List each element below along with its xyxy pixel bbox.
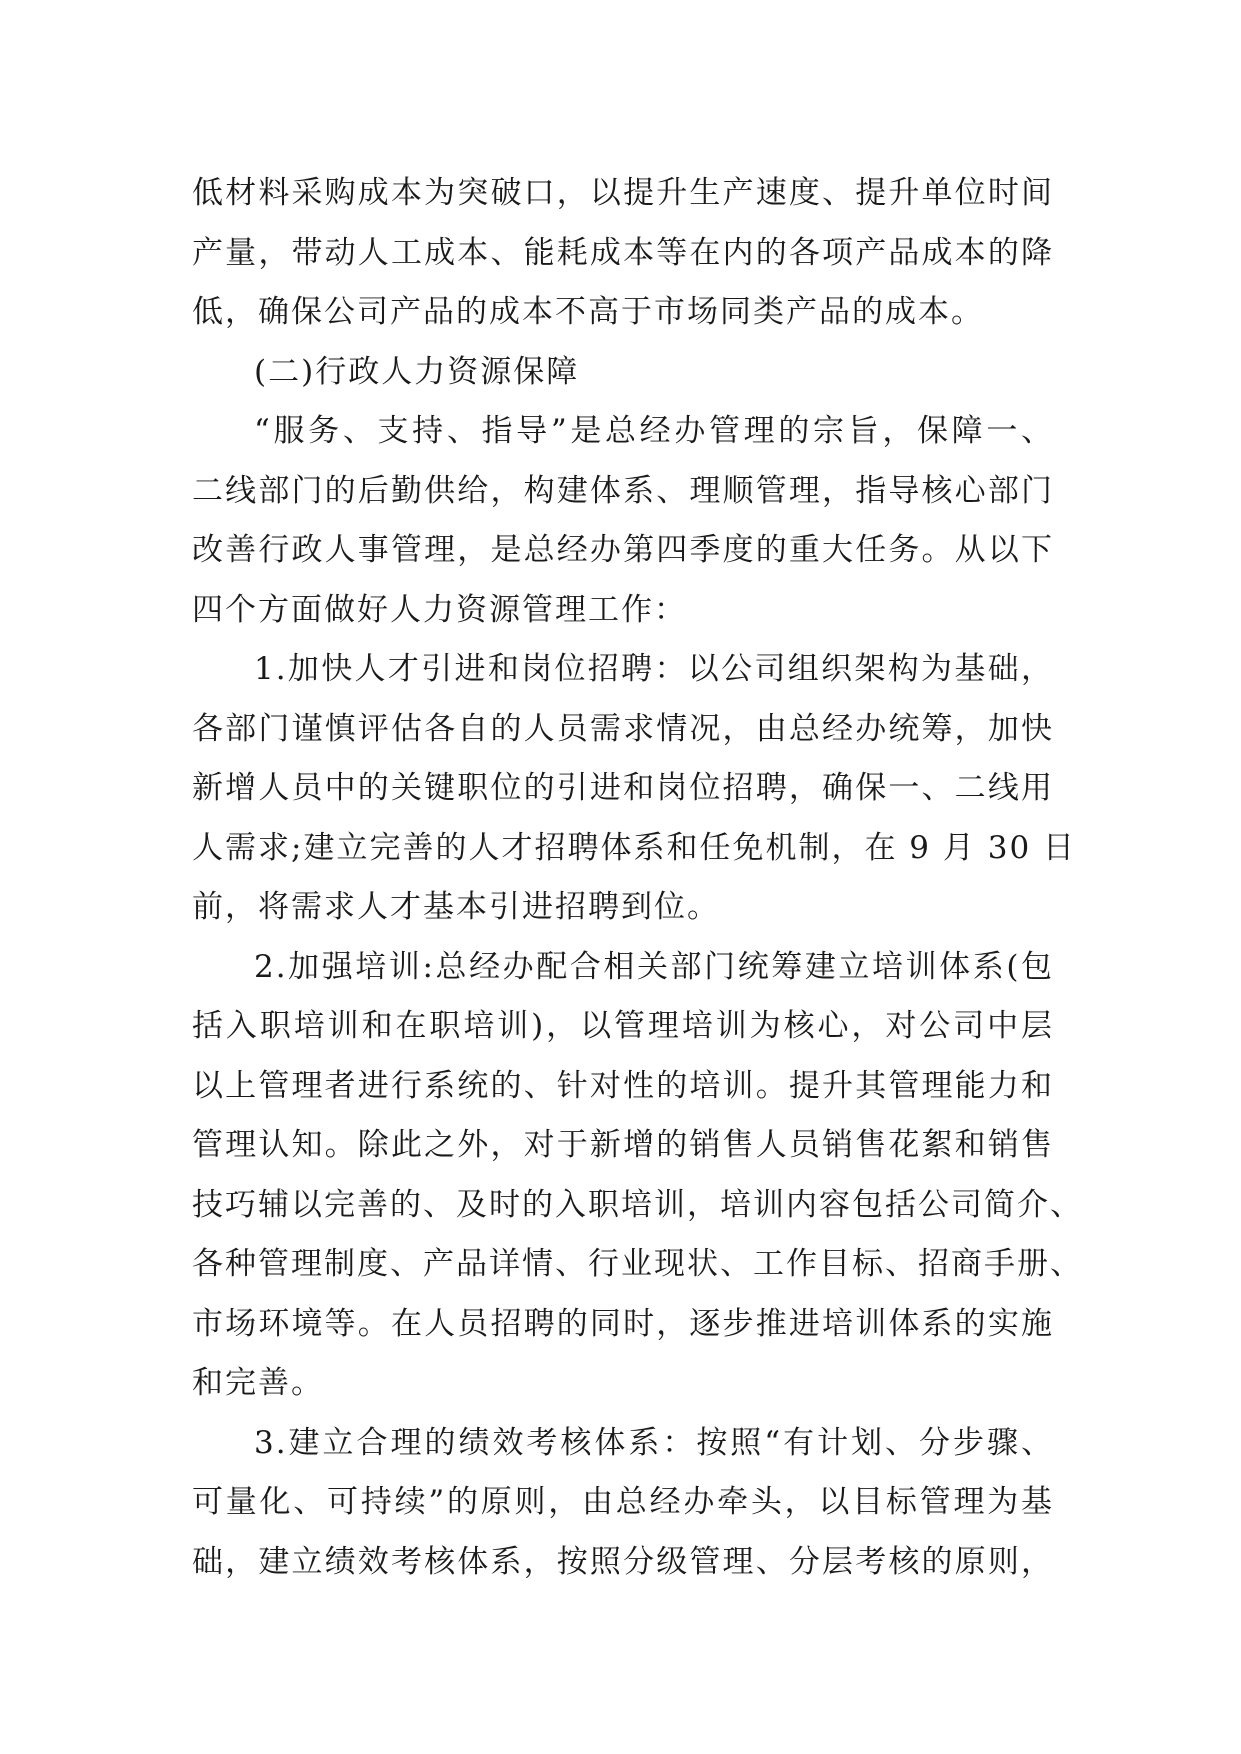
text-line: 3.建立合理的绩效考核体系：按照“有计划、分步骤、 [254, 1424, 1054, 1461]
text-line: (二)行政人力资源保障 [254, 353, 580, 390]
text-line: 1.加快人才引进和岗位招聘：以公司组织架构为基础， [254, 651, 1054, 687]
text-line: 人需求;建立完善的人才招聘体系和任免机制，在 9 月 30 日 [192, 829, 1077, 866]
text-line: 以上管理者进行系统的、针对性的培训。提升其管理能力和 [192, 1067, 1054, 1104]
text-line: 各种管理制度、产品详情、行业现状、工作目标、招商手册、 [192, 1246, 1083, 1282]
text-line: 新增人员中的关键职位的引进和岗位招聘，确保一、二线用 [192, 770, 1054, 806]
text-line: 二线部门的后勤供给，构建体系、理顺管理，指导核心部门 [192, 472, 1054, 509]
text-line: 低，确保公司产品的成本不高于市场同类产品的成本。 [192, 294, 984, 330]
text-line: 四个方面做好人力资源管理工作： [192, 591, 687, 628]
text-line: 低材料采购成本为突破口，以提升生产速度、提升单位时间 [192, 175, 1054, 211]
text-line: “服务、支持、指导”是总经办管理的宗旨，保障一、 [254, 413, 1054, 449]
text-line: 各部门谨慎评估各自的人员需求情况，由总经办统筹，加快 [192, 710, 1054, 747]
text-line: 可量化、可持续”的原则，由总经办牵头，以目标管理为基 [192, 1484, 1054, 1520]
text-line: 括入职培训和在职培训)，以管理培训为核心，对公司中层 [192, 1008, 1054, 1044]
body-text [192, 164, 1083, 1592]
text-line: 技巧辅以完善的、及时的入职培训，培训内容包括公司简介、 [192, 1186, 1083, 1223]
text-line: 改善行政人事管理，是总经办第四季度的重大任务。从以下 [192, 532, 1054, 568]
text-line: 础，建立绩效考核体系，按照分级管理、分层考核的原则， [192, 1543, 1054, 1580]
text-line: 产量，带动人工成本、能耗成本等在内的各项产品成本的降 [192, 234, 1054, 271]
text-line: 市场环境等。在人员招聘的同时，逐步推进培训体系的实施 [192, 1305, 1054, 1342]
text-line: 前，将需求人才基本引进招聘到位。 [192, 889, 720, 925]
text-line: 管理认知。除此之外，对于新增的销售人员销售花絮和销售 [192, 1127, 1054, 1163]
text-line: 2.加强培训:总经办配合相关部门统筹建立培训体系(包 [254, 948, 1054, 985]
text-line: 和完善。 [192, 1365, 324, 1401]
